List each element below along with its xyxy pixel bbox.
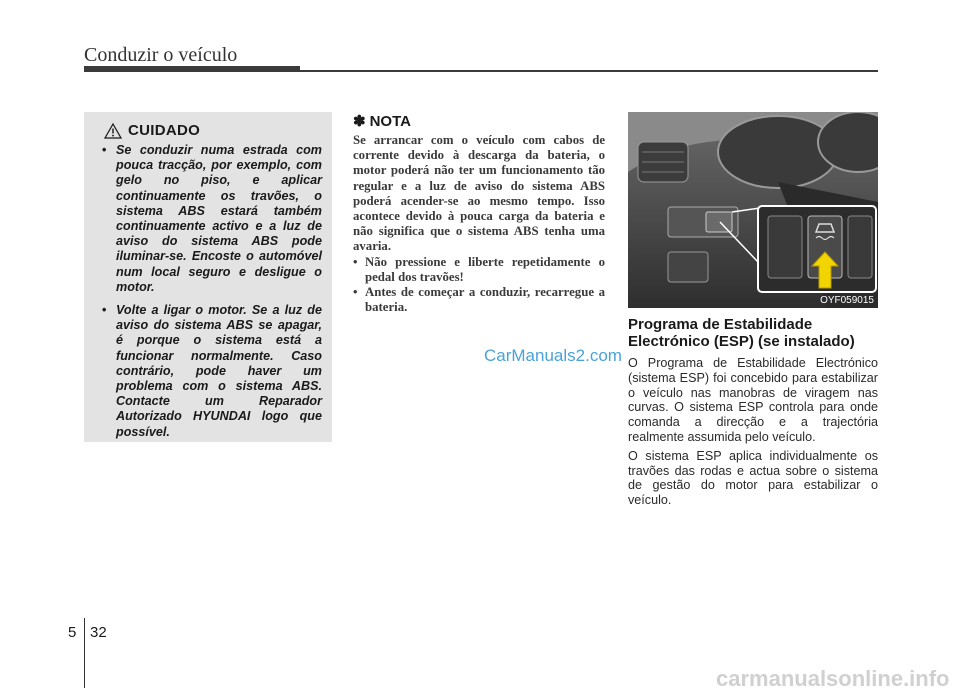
note-title: NOTA xyxy=(369,113,411,130)
note-header xyxy=(353,112,605,131)
site-watermark[interactable]: carmanualsonline.info xyxy=(716,666,950,691)
header-rule-thin xyxy=(300,70,878,72)
caution-header xyxy=(104,122,322,139)
warning-triangle-icon xyxy=(104,123,122,139)
caution-item: • Volte a ligar o motor. Se a luz de aviso do sistema ABS se apagar, é porque o sistema está a funcionar normalmente. Caso contrário, pode haver um problema com o sistema ABS. Contacte um Reparador Autorizado HYUNDAI logo que possível. xyxy=(102,303,322,440)
caution-box xyxy=(84,112,332,442)
note-list xyxy=(353,255,605,316)
chapter-number: 5 xyxy=(68,624,77,641)
note-item: • Antes de começar a conduzir, recarregue a bateria. xyxy=(353,285,605,315)
caution-item: • Se conduzir numa estrada com pouca tracção, por exemplo, com gelo no piso, e aplicar continuamente os travões, o sistema ABS estará também continuamente activo e a luz de aviso do sistema ABS pode iluminar-se. Encoste o automóvel num local seguro e desligue o motor. xyxy=(102,143,322,295)
esp-paragraph: O Programa de Estabilidade Electrónico (sistema ESP) foi concebido para estabilizar o veículo nas manobras de viragem nas curvas. O sistema ESP controla para onde comanda a direcção e a trajectória realmente assumida pelo veículo. xyxy=(628,356,878,444)
page-number: 32 xyxy=(90,624,107,641)
note-body: Se arrancar com o veículo com cabos de corrente devido à descarga da bateria, o motor poderá não ter um funcionamento tão regular e a luz de aviso do sistema ABS poderá acender-se ao mesmo tempo. Isso acontece devido à pouca carga da bateria e não significa que o sistema ABS tenha uma avaria. xyxy=(353,133,605,254)
esp-section xyxy=(628,316,878,512)
header-title: Conduzir o veículo xyxy=(84,44,238,66)
carmanuals-watermark[interactable]: CarManuals2.com xyxy=(484,346,622,365)
note-section xyxy=(353,112,605,315)
photo-code: OYF059015 xyxy=(820,295,874,306)
esp-heading: Programa de Estabilidade Electrónico (ESP) (se instalado) xyxy=(628,316,855,350)
asterisk-icon: ✽ xyxy=(353,114,366,130)
esp-switch-illustration xyxy=(628,112,878,308)
esp-paragraph: O sistema ESP aplica individualmente os travões das rodas e actua sobre o sistema de gestão do motor para estabilizar o veículo. xyxy=(628,448,878,508)
note-item: • Não pressione e liberte repetidamente o pedal dos travões! xyxy=(353,255,605,285)
dashboard-photo xyxy=(628,112,878,308)
caution-title: CUIDADO xyxy=(128,122,201,139)
header-rule-thick xyxy=(84,66,300,72)
caution-list xyxy=(102,143,322,440)
footer-rule xyxy=(84,618,85,688)
